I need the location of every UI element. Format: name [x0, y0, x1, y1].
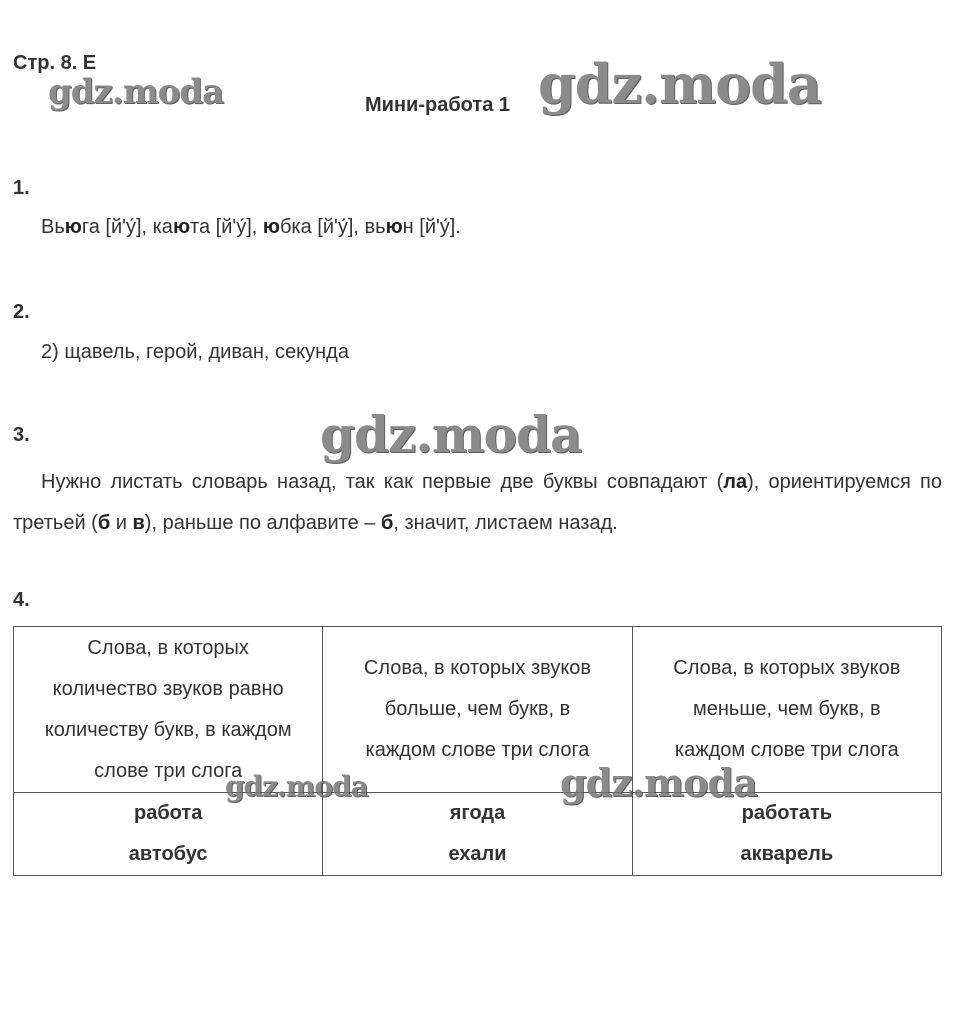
answer-text: бка [й'у́], вь: [279, 216, 386, 238]
watermark: gdz.moda: [560, 760, 757, 805]
word: автобус: [128, 843, 208, 865]
header-line: меньше, чем букв, в: [693, 698, 881, 720]
header-line: Слова, в которых звуков: [363, 657, 592, 679]
table-cell: [14, 793, 323, 876]
table-header-cell: [14, 627, 323, 793]
task-number: 1.: [13, 177, 30, 199]
answer-bold: б: [97, 512, 111, 534]
answer-bold: б: [380, 512, 394, 534]
task-number: 2.: [13, 301, 30, 323]
table-cell: [323, 793, 632, 876]
word: ехали: [448, 843, 507, 865]
word: работа: [133, 802, 203, 824]
answer-text: ), ориентируемся по третьей (: [13, 471, 943, 534]
answer-text: та [й'у́],: [190, 216, 263, 238]
answer-bold: ла: [723, 471, 748, 493]
header-line: количеству букв, в каждом: [44, 718, 292, 741]
answer-text: Вь: [41, 216, 65, 238]
answer-text: и: [110, 512, 133, 534]
watermark: gdz.moda: [320, 405, 582, 464]
answer-bold: в: [132, 512, 145, 534]
answer-bold: ю: [262, 216, 280, 238]
word: работать: [741, 802, 833, 824]
page-reference: Стр. 8. Е: [13, 52, 97, 74]
task-3-answer: [13, 462, 942, 544]
task-number: 3.: [13, 424, 30, 446]
table-header-cell: [632, 627, 941, 793]
header-line: слове три слога: [94, 759, 243, 782]
task-1-answer: [41, 216, 461, 239]
header-line: Слова, в которых: [87, 636, 249, 659]
task-number: 4.: [13, 589, 30, 611]
header-line: количество звуков равно: [52, 677, 284, 700]
answer-text: га [й'у́], ка: [81, 216, 173, 238]
header-line: Слова, в которых звуков: [673, 657, 901, 679]
word: акварель: [740, 843, 834, 865]
page-title: Мини-работа 1: [365, 94, 510, 116]
header-line: каждом слове три слога: [674, 739, 899, 761]
header-line: каждом слове три слога: [365, 739, 590, 761]
answer-bold: ю: [64, 216, 82, 238]
watermark: gdz.moda: [48, 72, 224, 112]
answer-bold: ю: [385, 216, 403, 238]
table-header-cell: [323, 627, 632, 793]
table-header-row: [14, 627, 942, 793]
answer-text: ), раньше по алфавите –: [144, 512, 381, 534]
watermark: gdz.moda: [538, 52, 821, 116]
answer-text: , значит, листаем назад.: [393, 512, 618, 534]
watermark: gdz.moda: [225, 770, 368, 803]
answer-bold: ю: [172, 216, 191, 238]
table-row: [14, 793, 942, 876]
table-cell: [632, 793, 941, 876]
answer-text: н [й'у́].: [402, 216, 461, 238]
task-2-answer: 2) щавель, герой, диван, секунда: [41, 341, 349, 363]
sound-letter-table: [13, 626, 942, 876]
header-line: больше, чем букв, в: [384, 698, 571, 720]
answer-text: Нужно листать словарь назад, так как первые две буквы совпадают (: [41, 471, 724, 493]
word: ягода: [449, 802, 506, 824]
